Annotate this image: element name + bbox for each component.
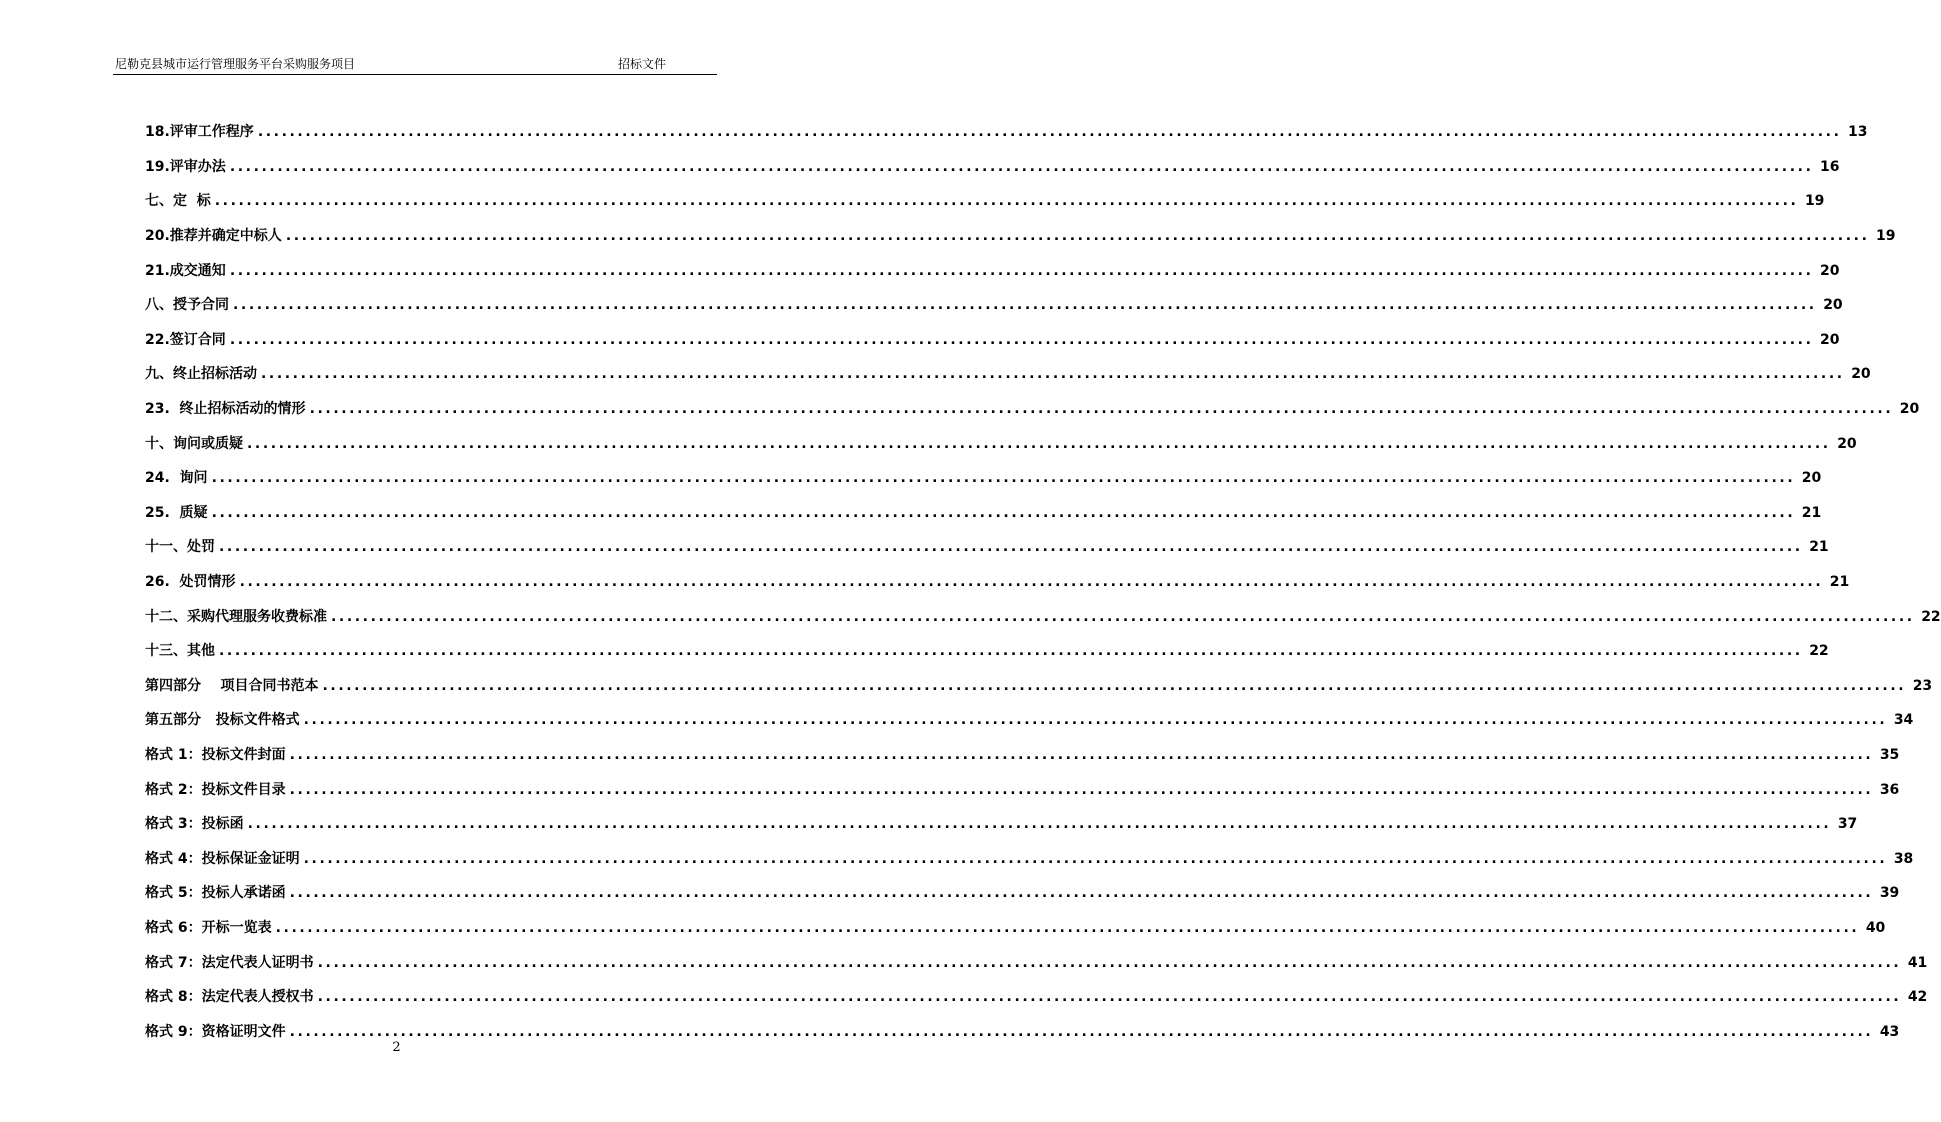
toc-entry-title[interactable]: 十一、处罚: [145, 539, 215, 556]
toc-entry[interactable]: [145, 426, 1857, 461]
toc-entry-title[interactable]: 20.推荐并确定中标人: [145, 228, 282, 245]
toc-dot-leader: ........................................................................................................................................................................................................: [219, 643, 1803, 660]
toc-entry[interactable]: [145, 565, 1850, 600]
toc-entry[interactable]: [145, 219, 1896, 254]
toc-entry[interactable]: [145, 772, 1900, 807]
toc-entry-title[interactable]: 格式 9：资格证明文件: [145, 1023, 286, 1040]
toc-entry[interactable]: [145, 323, 1840, 358]
toc-entry[interactable]: [145, 461, 1822, 496]
toc-entry-page[interactable]: 13: [1848, 124, 1868, 141]
toc-entry-page[interactable]: 21: [1809, 539, 1829, 556]
toc-dot-leader: ........................................................................................................................................................................................................: [322, 677, 1907, 694]
toc-entry-page[interactable]: 16: [1820, 158, 1840, 175]
toc-entry-page[interactable]: 22: [1921, 608, 1941, 625]
toc-entry-page[interactable]: 20: [1851, 366, 1871, 383]
toc-entry[interactable]: [145, 841, 1914, 876]
toc-entry-title[interactable]: 22.签订合同: [145, 331, 226, 348]
toc-entry-page[interactable]: 38: [1893, 850, 1914, 867]
toc-entry-page[interactable]: 36: [1879, 781, 1900, 798]
toc-entry-title[interactable]: 九、终止招标活动: [145, 366, 257, 383]
toc-entry-page[interactable]: 21: [1829, 574, 1850, 591]
toc-entry[interactable]: [145, 530, 1829, 565]
toc-dot-leader: ........................................................................................................................................................................................................: [211, 470, 1796, 487]
toc-entry-page[interactable]: 19: [1876, 228, 1896, 245]
toc-dot-leader: ........................................................................................................................................................................................................: [261, 366, 1845, 383]
toc-dot-leader: ........................................................................................................................................................................................................: [229, 331, 1814, 348]
toc-dot-leader: ........................................................................................................................................................................................................: [289, 746, 1874, 763]
toc-entry[interactable]: [145, 253, 1840, 288]
toc-entry-title[interactable]: 十二、采购代理服务收费标准: [145, 608, 327, 625]
toc-entry-title[interactable]: 格式 7：法定代表人证明书: [145, 954, 314, 971]
toc-entry-title[interactable]: 24. 询问: [145, 470, 208, 487]
toc-entry[interactable]: [145, 150, 1840, 185]
toc-entry[interactable]: [145, 496, 1822, 531]
toc-entry-title[interactable]: 23. 终止招标活动的情形: [145, 401, 306, 418]
toc-entry-page[interactable]: 20: [1823, 297, 1843, 314]
toc-entry-page[interactable]: 20: [1801, 470, 1822, 487]
header-document-type: 招标文件: [618, 57, 667, 71]
toc-entry-title[interactable]: 第四部分 项目合同书范本: [145, 677, 319, 694]
toc-entry-title[interactable]: 格式 8：法定代表人授权书: [145, 989, 314, 1006]
toc-dot-leader: ........................................................................................................................................................................................................: [285, 228, 1870, 245]
toc-dot-leader: ........................................................................................................................................................................................................: [233, 297, 1817, 314]
toc-entry-title[interactable]: 格式 5：投标人承诺函: [145, 885, 286, 902]
toc-dot-leader: ........................................................................................................................................................................................................: [317, 989, 1902, 1006]
toc-entry-page[interactable]: 43: [1879, 1023, 1900, 1040]
toc-dot-leader: ........................................................................................................................................................................................................: [289, 885, 1874, 902]
toc-dot-leader: ........................................................................................................................................................................................................: [309, 401, 1894, 418]
toc-entry-title[interactable]: 格式 1：投标文件封面: [145, 746, 286, 763]
toc-entry[interactable]: [145, 980, 1928, 1015]
toc-entry-page[interactable]: 20: [1820, 331, 1840, 348]
toc-entry-page[interactable]: 21: [1801, 504, 1822, 521]
toc-entry-title[interactable]: 21.成交通知: [145, 262, 226, 279]
toc-entry-page[interactable]: 42: [1907, 989, 1928, 1006]
toc-dot-leader: ........................................................................................................................................................................................................: [229, 262, 1814, 279]
table-of-contents: [145, 115, 1941, 1049]
toc-entry[interactable]: [145, 738, 1900, 773]
toc-dot-leader: ........................................................................................................................................................................................................: [289, 781, 1874, 798]
toc-entry-page[interactable]: 41: [1907, 954, 1928, 971]
toc-entry-page[interactable]: 19: [1804, 193, 1825, 210]
toc-entry-title[interactable]: 第五部分 投标文件格式: [145, 712, 300, 729]
toc-dot-leader: ........................................................................................................................................................................................................: [247, 816, 1832, 833]
toc-entry-title[interactable]: 26. 处罚情形: [145, 574, 236, 591]
toc-dot-leader: ........................................................................................................................................................................................................: [247, 435, 1831, 452]
toc-entry[interactable]: [145, 115, 1868, 150]
toc-entry[interactable]: [145, 703, 1914, 738]
toc-entry-title[interactable]: 格式 2：投标文件目录: [145, 781, 286, 798]
toc-entry-title[interactable]: 25. 质疑: [145, 504, 208, 521]
toc-entry-page[interactable]: 20: [1899, 401, 1920, 418]
toc-entry-title[interactable]: 八、授予合同: [145, 297, 229, 314]
toc-entry-title[interactable]: 格式 6：开标一览表: [145, 919, 272, 936]
toc-dot-leader: ........................................................................................................................................................................................................: [331, 608, 1915, 625]
toc-dot-leader: ........................................................................................................................................................................................................: [211, 504, 1796, 521]
toc-entry-page[interactable]: 39: [1879, 885, 1900, 902]
toc-entry-page[interactable]: 20: [1820, 262, 1840, 279]
page-number: 2: [392, 1040, 401, 1055]
toc-entry-page[interactable]: 37: [1837, 816, 1858, 833]
toc-entry-title[interactable]: 19.评审办法: [145, 158, 226, 175]
toc-dot-leader: ........................................................................................................................................................................................................: [303, 712, 1888, 729]
toc-entry[interactable]: [145, 634, 1829, 669]
toc-entry[interactable]: [145, 669, 1933, 704]
toc-entry[interactable]: [145, 357, 1871, 392]
toc-dot-leader: ........................................................................................................................................................................................................: [229, 158, 1814, 175]
toc-entry-page[interactable]: 20: [1837, 435, 1857, 452]
toc-entry[interactable]: [145, 911, 1886, 946]
toc-entry[interactable]: [145, 807, 1858, 842]
toc-entry-title[interactable]: 18.评审工作程序: [145, 124, 254, 141]
toc-dot-leader: ........................................................................................................................................................................................................: [219, 539, 1803, 556]
toc-entry-title[interactable]: 格式 4：投标保证金证明: [145, 850, 300, 867]
toc-entry[interactable]: [145, 288, 1843, 323]
toc-dot-leader: ........................................................................................................................................................................................................: [239, 574, 1824, 591]
toc-entry-title[interactable]: 七、定 标: [145, 193, 211, 210]
toc-entry[interactable]: [145, 876, 1900, 911]
toc-entry-page[interactable]: 23: [1912, 677, 1933, 694]
toc-dot-leader: ........................................................................................................................................................................................................: [275, 919, 1860, 936]
toc-entry[interactable]: [145, 184, 1825, 219]
toc-entry-page[interactable]: 40: [1865, 919, 1886, 936]
toc-entry-page[interactable]: 22: [1809, 643, 1829, 660]
toc-entry-page[interactable]: 34: [1893, 712, 1914, 729]
toc-dot-leader: ........................................................................................................................................................................................................: [303, 850, 1888, 867]
toc-entry[interactable]: [145, 945, 1928, 980]
toc-entry-page[interactable]: 35: [1879, 746, 1900, 763]
toc-entry-title[interactable]: 十、询问或质疑: [145, 435, 243, 452]
toc-entry-title[interactable]: 十三、其他: [145, 643, 215, 660]
toc-dot-leader: ........................................................................................................................................................................................................: [317, 954, 1902, 971]
toc-entry[interactable]: [145, 392, 1920, 427]
toc-dot-leader: ........................................................................................................................................................................................................: [257, 124, 1842, 141]
page-header: [113, 56, 717, 75]
toc-entry-title[interactable]: 格式 3：投标函: [145, 816, 244, 833]
toc-dot-leader: ........................................................................................................................................................................................................: [289, 1023, 1874, 1040]
header-project-title: 尼勒克县城市运行管理服务平台采购服务项目: [115, 57, 356, 71]
toc-dot-leader: ........................................................................................................................................................................................................: [214, 193, 1799, 210]
toc-entry[interactable]: [145, 599, 1941, 634]
